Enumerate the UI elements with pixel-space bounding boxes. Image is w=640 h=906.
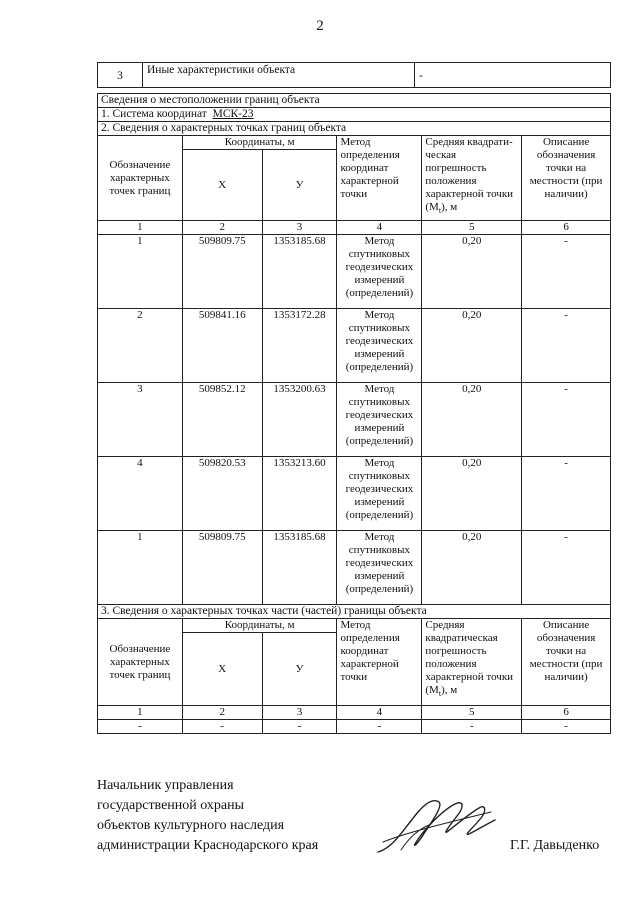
page-number: 2 — [316, 18, 324, 34]
header-method: Метод определения координат характерной точки — [337, 136, 422, 221]
header3-description: Описание обозначения точки на местности (при наличии) — [522, 619, 611, 706]
section3-title: 3. Сведения о характерных точках части (частей) границы объекта — [98, 605, 611, 619]
header3-coords: Координаты, м — [182, 619, 337, 633]
colnum-5: 5 — [422, 221, 522, 235]
header-designation: Обозначение характерных точек границ — [98, 136, 183, 221]
row-value: - — [419, 70, 423, 82]
row-label: Иные характеристики объекта — [143, 63, 415, 87]
row-number: 3 — [98, 63, 143, 87]
signatory-name: Г.Г. Давыденко — [510, 838, 600, 853]
handwritten-signature — [373, 790, 503, 860]
header-x: Х — [182, 150, 262, 221]
header3-error: Средняя квадратическая погрешность положения характерной точки $(M_t)$, м — [422, 619, 522, 706]
table-row: - - - - - - — [98, 720, 611, 734]
coordinates-table: Сведения о местоположении границ объекта 1. Система координат МСК-23 2. Сведения о характерных точках границ объекта Обозначение характерных точек границ Координаты, м Метод определения координат характерной точки Средняя квадрати-ческая погрешность положения характерной точки $(M_t)$, м Описание обозначения точки на местности (при наличии) Х У 1 2 3 4 5 6 1 509809.75 1353185.68 Метод спутниковых геодезических измерений (определений) 0,20 - 2 509841.16 1353172.28 Метод спутниковых геодезических измерений (определений) 0,20 - 3 509852.12 1353200.63 Метод спутниковых геодезических измерений (определений) 0,20 - 4 509820.53 1353213.60 Метод спутниковых геодезических измерений (определений) 0,20 - 1 509809.75 1353185.68 Метод спутниковых геодезических измерений (определений) 0,20 - 3. Сведения о характерных точках части (частей) границы объекта Обозначение характерных точек границ Координаты, м Метод определения координат характерной точки Средняя квадратическая погрешность положения характерной точки $(M_t)$, м Описание обозначения точки на местности (при наличии) Х У 1 2 3 4 5 6 - - - - - - — [97, 93, 611, 734]
signature-block — [97, 776, 318, 856]
section-header: Сведения о местоположении границ объекта — [98, 94, 611, 108]
signature-line-3: объектов культурного наследия — [97, 818, 285, 833]
section2-title: 2. Сведения о характерных точках границ объекта — [98, 122, 611, 136]
header-error: Средняя квадрати-ческая погрешность положения характерной точки $(M_t)$, м — [422, 136, 522, 221]
header-description: Описание обозначения точки на местности (при наличии) — [522, 136, 611, 221]
header3-y: У — [262, 633, 337, 706]
header3-designation: Обозначение характерных точек границ — [98, 619, 183, 706]
characteristics-row — [97, 62, 611, 88]
coord-system-value: МСК-23 — [212, 108, 254, 120]
signature-line-2: государственной охраны — [97, 798, 245, 813]
signature-line-4: администрации Краснодарского края — [97, 838, 319, 853]
colnum-6: 6 — [522, 221, 611, 235]
table-row: 4 509820.53 1353213.60 Метод спутниковых геодезических измерений (определений) 0,20 - — [98, 457, 611, 531]
header3-x: Х — [182, 633, 262, 706]
coord-system: 1. Система координат МСК-23 — [98, 108, 611, 122]
header-coords: Координаты, м — [182, 136, 337, 150]
colnum-1: 1 — [98, 221, 183, 235]
colnum-4: 4 — [337, 221, 422, 235]
table-row: 2 509841.16 1353172.28 Метод спутниковых геодезических измерений (определений) 0,20 - — [98, 309, 611, 383]
colnum-3: 3 — [262, 221, 337, 235]
header-y: У — [262, 150, 337, 221]
table-row: 1 509809.75 1353185.68 Метод спутниковых геодезических измерений (определений) 0,20 - — [98, 235, 611, 309]
table-row: 1 509809.75 1353185.68 Метод спутниковых геодезических измерений (определений) 0,20 - — [98, 531, 611, 605]
signature-line-1: Начальник управления — [97, 778, 234, 793]
table-row: 3 509852.12 1353200.63 Метод спутниковых геодезических измерений (определений) 0,20 - — [98, 383, 611, 457]
colnum-2: 2 — [182, 221, 262, 235]
header3-method: Метод определения координат характерной точки — [337, 619, 422, 706]
